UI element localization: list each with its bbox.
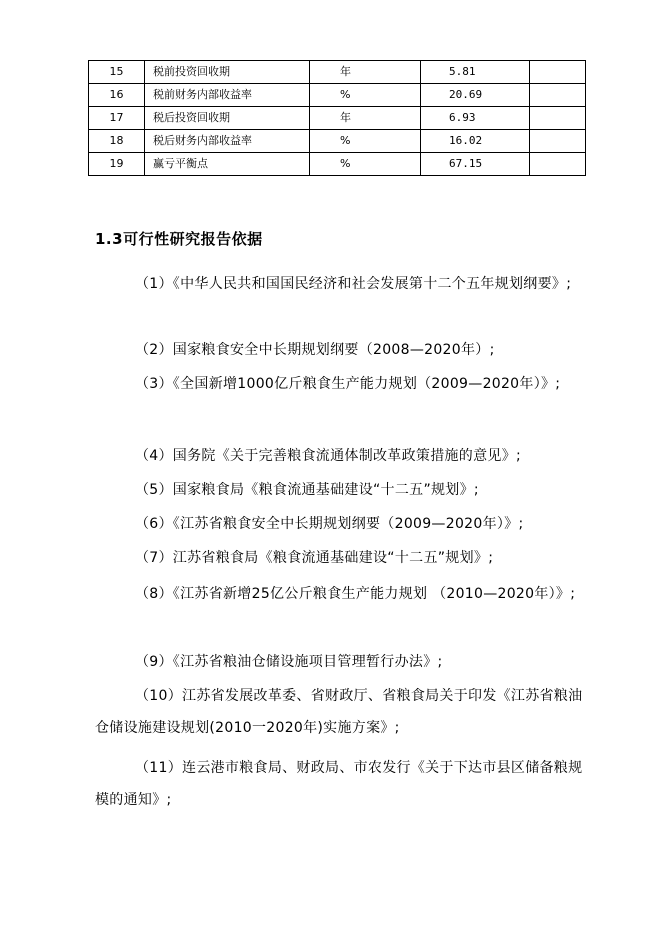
indicator-value: 6.93: [421, 107, 530, 130]
table-row: [89, 153, 586, 176]
financial-indicators-table: [88, 60, 586, 176]
indicator-unit: 年: [310, 107, 421, 130]
table-row: [89, 61, 586, 84]
row-number: 17: [89, 107, 145, 130]
indicator-note: [530, 107, 586, 130]
indicator-unit: %: [310, 130, 421, 153]
basis-item-5: （5）国家粮食局《粮食流通基础建设“十二五”规划》;: [135, 482, 479, 498]
indicator-note: [530, 130, 586, 153]
indicator-name: 税前投资回收期: [145, 61, 310, 84]
basis-item-1: （1）《中华人民共和国国民经济和社会发展第十二个五年规划纲要》;: [135, 276, 572, 292]
indicator-value: 20.69: [421, 84, 530, 107]
basis-item-9: （9）《江苏省粮油仓储设施项目管理暂行办法》;: [135, 654, 443, 670]
row-number: 16: [89, 84, 145, 107]
basis-item-4: （4）国务院《关于完善粮食流通体制改革政策措施的意见》;: [135, 448, 522, 464]
basis-item-10: （10）江苏省发展改革委、省财政厅、省粮食局关于印发《江苏省粮油仓储设施建设规划(2010一2020年)实施方案》;: [95, 688, 583, 736]
basis-item-8: （8）《江苏省新增25亿公斤粮食生产能力规划 （2010—2020年）》;: [135, 586, 576, 602]
indicator-unit: 年: [310, 61, 421, 84]
indicator-note: [530, 153, 586, 176]
basis-item-11: （11）连云港市粮食局、财政局、市农发行《关于下达市县区储备粮规模的通知》;: [95, 760, 583, 808]
basis-item-2: （2）国家粮食安全中长期规划纲要（2008—2020年）;: [135, 342, 495, 358]
basis-item-3: （3）《全国新增1000亿斤粮食生产能力规划（2009—2020年）》;: [135, 376, 561, 392]
indicator-note: [530, 84, 586, 107]
indicator-unit: %: [310, 84, 421, 107]
indicator-unit: %: [310, 153, 421, 176]
table-row: [89, 84, 586, 107]
indicator-value: 16.02: [421, 130, 530, 153]
indicator-value: 67.15: [421, 153, 530, 176]
indicator-note: [530, 61, 586, 84]
row-number: 18: [89, 130, 145, 153]
section-heading: 1.3可行性研究报告依据: [95, 230, 263, 248]
indicator-name: 税前财务内部收益率: [145, 84, 310, 107]
row-number: 15: [89, 61, 145, 84]
indicator-name: 税后投资回收期: [145, 107, 310, 130]
indicator-name: 赢亏平衡点: [145, 153, 310, 176]
table-row: [89, 107, 586, 130]
basis-item-6: （6）《江苏省粮食安全中长期规划纲要（2009—2020年）》;: [135, 516, 524, 532]
row-number: 19: [89, 153, 145, 176]
indicator-value: 5.81: [421, 61, 530, 84]
table-row: [89, 130, 586, 153]
indicator-name: 税后财务内部收益率: [145, 130, 310, 153]
basis-item-7: （7）江苏省粮食局《粮食流通基础建设“十二五”规划》;: [135, 550, 494, 566]
